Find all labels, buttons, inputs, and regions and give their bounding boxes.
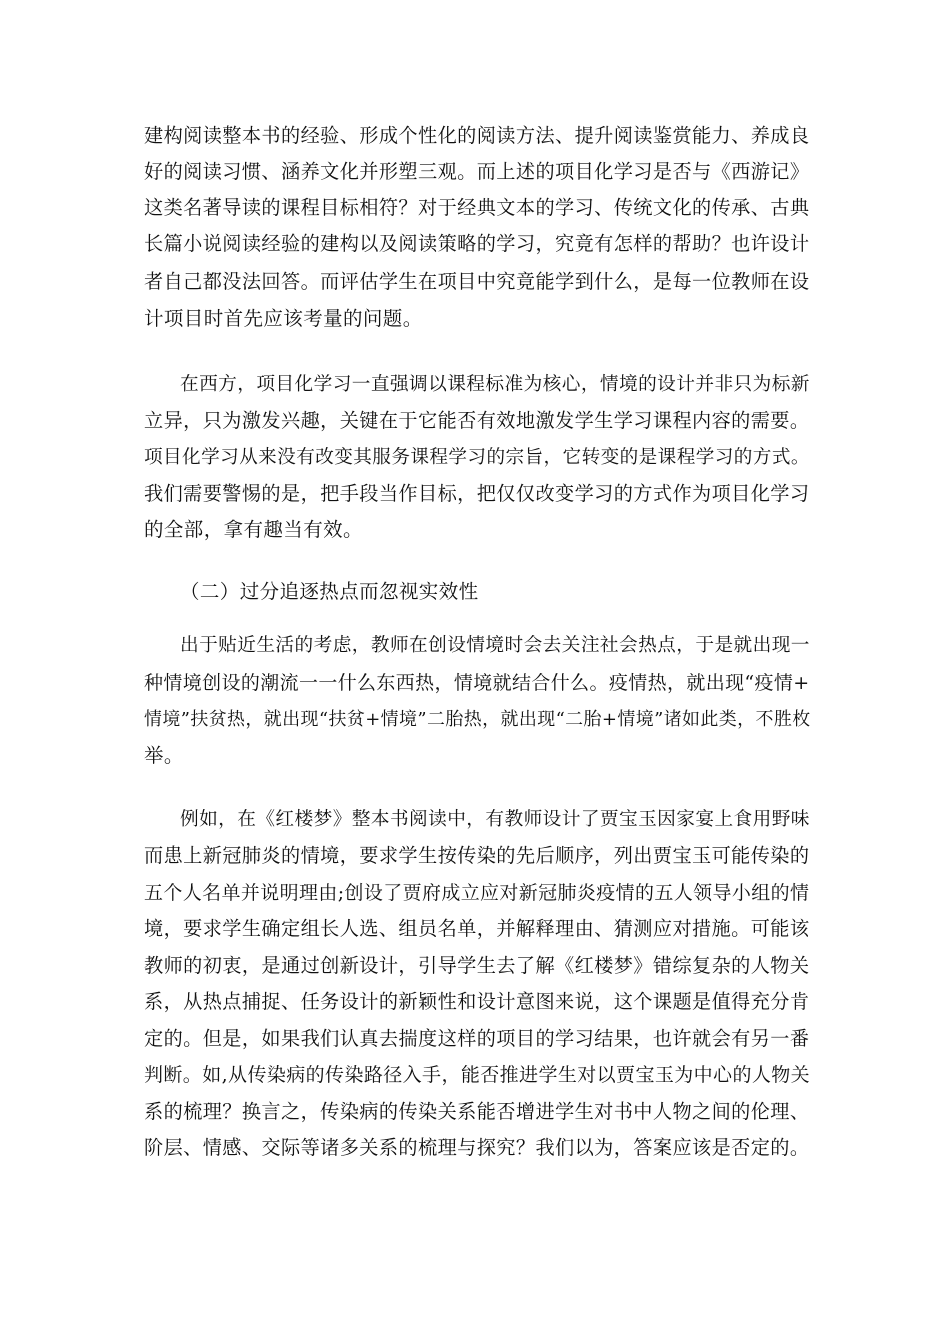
text-line: 情境”扶贫热，就出现“扶贫+情境”二胎热，就出现“二胎+情境”诸如此类，不胜枚 <box>144 709 811 730</box>
text-line: 而患上新冠肺炎的情境，要求学生按传染的先后顺序，列出贾宝玉可能传染的 <box>144 844 810 867</box>
text-line: 好的阅读习惯、涵养文化并形塑三观。而上述的项目化学习是否与《西游记》 <box>144 160 810 183</box>
text-line: 我们需要警惕的是，把手段当作目标，把仅仅改变学习的方式作为项目化学习 <box>144 482 810 505</box>
text-line: 这类名著导读的课程目标相符？对于经典文本的学习、传统文化的传承、古典 <box>144 196 810 219</box>
section-heading: （二）过分追逐热点而忽视实效性 <box>180 580 479 603</box>
text-line: 出于贴近生活的考虑，教师在创设情境时会去关注社会热点，于是就出现一 <box>180 635 810 656</box>
text-line: 的全部，拿有趣当有效。 <box>144 518 363 541</box>
text-line: 立异，只为激发兴趣，关键在于它能否有效地激发学生学习课程内容的需要。 <box>144 409 810 432</box>
text-line: 判断。如,从传染病的传染路径入手，能否推进学生对以贾宝玉为中心的人物关 <box>144 1064 811 1086</box>
text-line: 定的。但是，如果我们认真去揣度这样的项目的学习结果，也许就会有另一番 <box>144 1027 810 1050</box>
text-line: 阶层、情感、交际等诸多关系的梳理与探究？我们以为，答案应该是否定的。 <box>144 1136 810 1159</box>
text-line: 系的梳理？换言之，传染病的传染关系能否增进学生对书中人物之间的伦理、 <box>144 1100 810 1123</box>
text-line: 举。 <box>144 744 184 767</box>
text-line: 项目化学习从来没有改变其服务课程学习的宗旨，它转变的是课程学习的方式。 <box>144 447 810 468</box>
text-line: 种情境创设的潮流一一什么东西热，情境就结合什么。疫情热，就出现“疫情+ <box>144 672 810 694</box>
text-line: 建构阅读整本书的经验、形成个性化的阅读方法、提升阅读鉴赏能力、养成良 <box>144 124 810 147</box>
text-line: 在西方，项目化学习一直强调以课程标准为核心，情境的设计并非只为标新 <box>180 374 810 395</box>
text-line: 系，从热点捕捉、任务设计的新颖性和设计意图来说，这个课题是值得充分肯 <box>144 990 810 1013</box>
text-line: 计项目时首先应该考量的问题。 <box>144 307 423 330</box>
text-line: 教师的初衷，是通过创新设计，引导学生去了解《红楼梦》错综复杂的人物关 <box>144 954 810 977</box>
text-line: 五个人名单并说明理由;创设了贾府成立应对新冠肺炎疫情的五人领导小组的情 <box>144 882 810 904</box>
text-line: 者自己都没法回答。而评估学生在项目中究竟能学到什么，是每一位教师在设 <box>144 270 810 293</box>
text-line: 例如，在《红楼梦》整本书阅读中，有教师设计了贾宝玉因家宴上食用野味 <box>180 809 810 830</box>
text-line: 境，要求学生确定组长人选、组员名单，并解释理由、猜测应对措施。可能该 <box>144 917 810 940</box>
text-line: 长篇小说阅读经验的建构以及阅读策略的学习，究竟有怎样的帮助？也许设计 <box>144 232 810 255</box>
